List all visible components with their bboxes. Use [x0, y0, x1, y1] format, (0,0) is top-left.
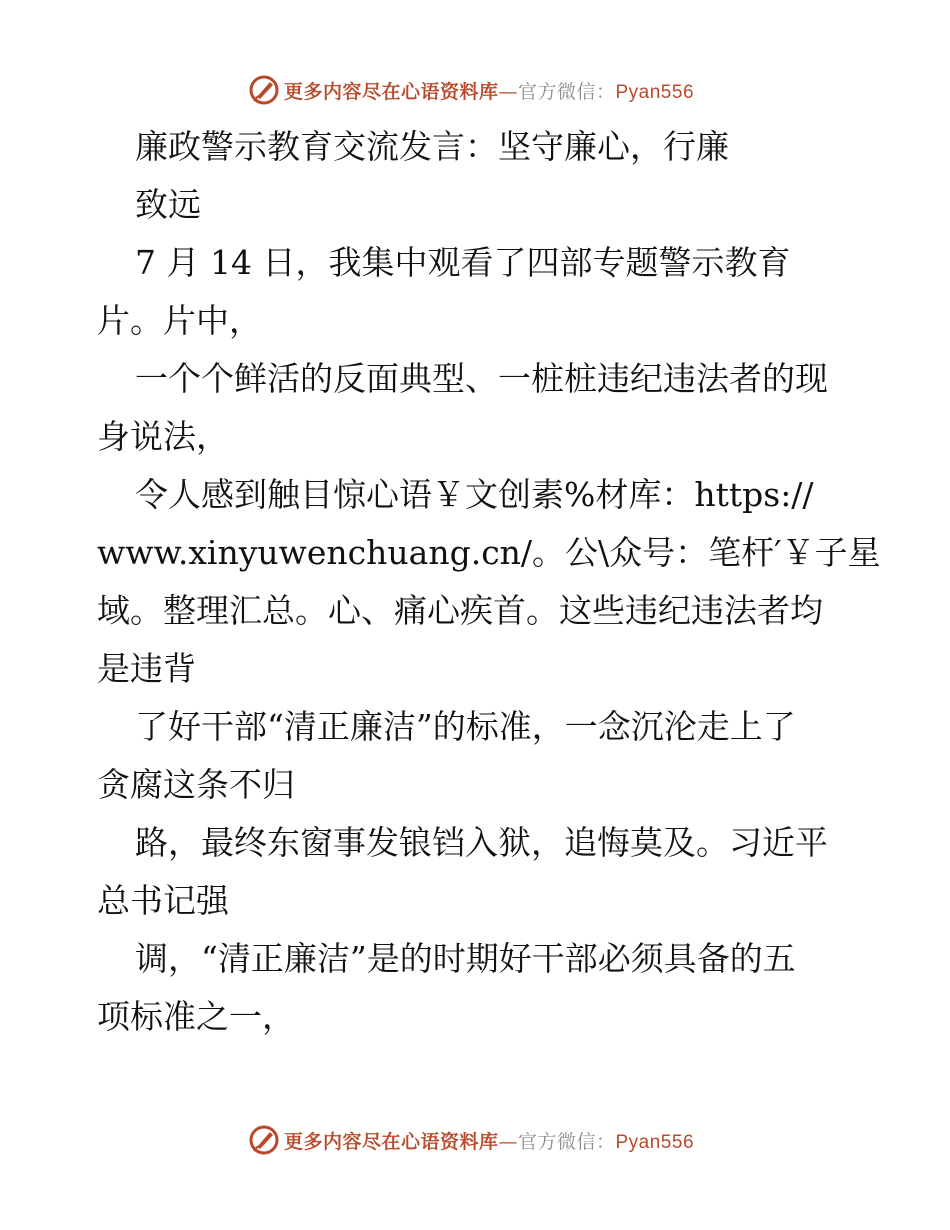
- paragraph-line: www.xinyuwenchuang.cn/。公\众号：笔杆′￥子星: [97, 533, 881, 572]
- paragraph-line: 是违背: [97, 649, 196, 688]
- paragraph-line: 域。整理汇总。心、痛心疾首。这些违纪违法者均: [97, 591, 823, 630]
- header-banner: [0, 70, 950, 110]
- banner-main-text: 更多内容尽在心语资料库: [283, 1130, 499, 1153]
- paragraph-line: 调，“清正廉洁”是的时期好干部必须具备的五: [135, 939, 796, 978]
- paragraph-line: 项标准之一，: [97, 997, 295, 1036]
- paragraph-line: 总书记强: [97, 881, 229, 920]
- banner-sub-text: 官方微信：: [517, 1130, 616, 1153]
- title-line: 廉政警示教育交流发言：坚守廉心，行廉: [135, 127, 729, 166]
- banner-wechat-id: Pyan556: [615, 81, 695, 103]
- paragraph-line: 7 月 14 日，我集中观看了四部专题警示教育: [135, 243, 791, 282]
- banner-dash: —: [498, 80, 518, 103]
- banner-wechat-id: Pyan556: [615, 1131, 695, 1153]
- paragraph-line: 贪腐这条不归: [97, 765, 295, 804]
- banner-dash: —: [498, 1130, 518, 1153]
- paragraph-line: 了好干部“清正廉洁”的标准，一念沉沦走上了: [135, 707, 796, 746]
- paragraph-line: 身说法，: [97, 417, 229, 456]
- paragraph-line: 一个个鲜活的反面典型、一桩桩违纪违法者的现: [135, 359, 828, 398]
- paragraph-line: 路，最终东窗事发锒铛入狱，追悔莫及。习近平: [135, 823, 828, 862]
- document-body: [97, 118, 881, 1046]
- banner-main-text: 更多内容尽在心语资料库: [283, 80, 499, 103]
- banner-sub-text: 官方微信：: [517, 80, 616, 103]
- paragraph-line: 令人感到触目惊心语￥文创素%材库：https://: [135, 475, 814, 514]
- banner-text: [284, 77, 694, 104]
- paragraph-line: 片。片中，: [97, 301, 262, 340]
- quill-logo-icon: [248, 74, 280, 106]
- quill-logo-icon: [248, 1124, 280, 1156]
- title-line: 致远: [135, 185, 201, 224]
- banner-text: [284, 1127, 694, 1154]
- footer-banner: [0, 1120, 950, 1160]
